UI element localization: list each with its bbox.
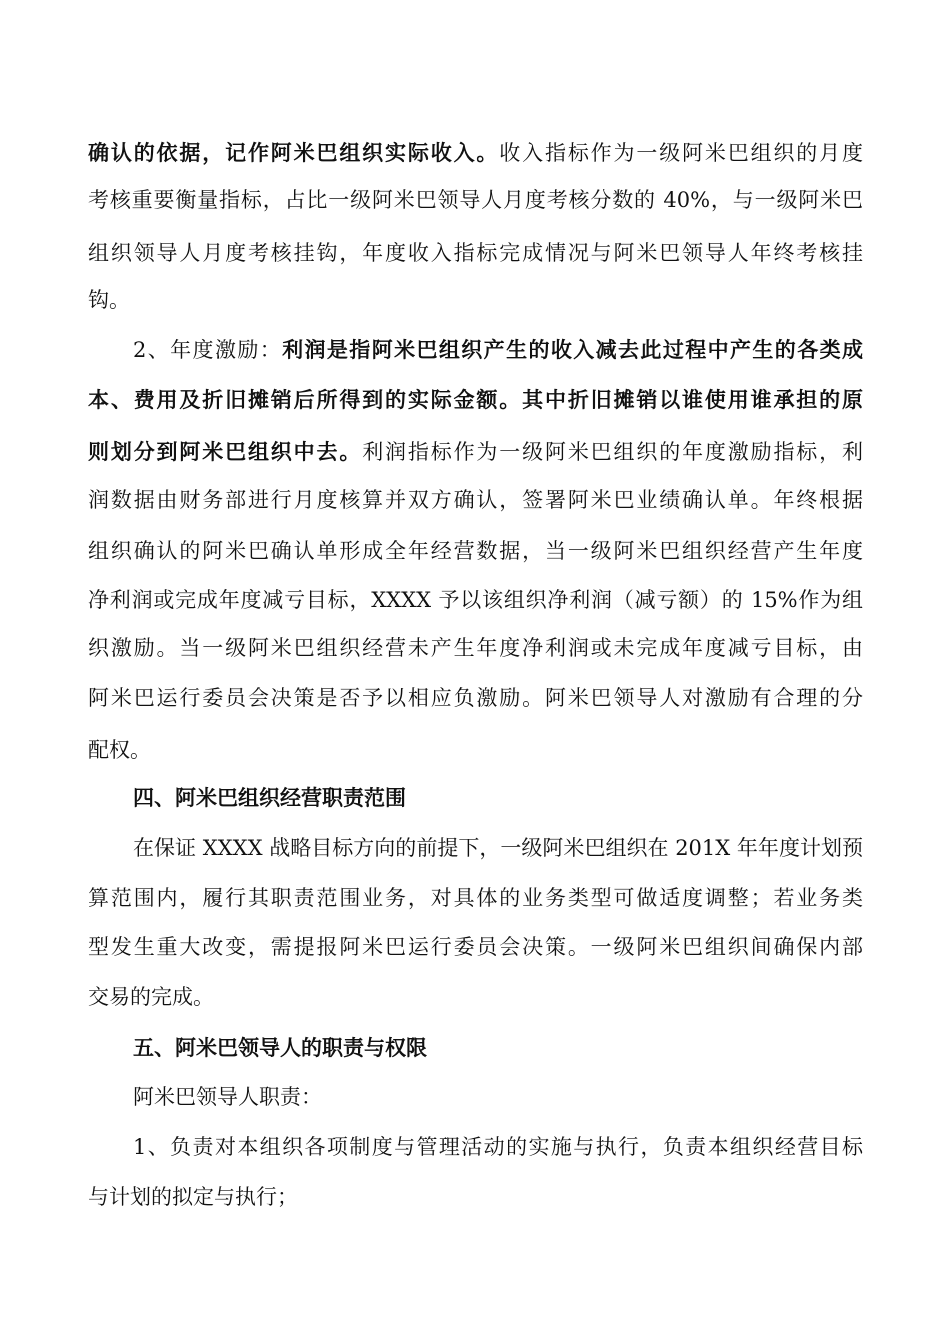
paragraph-line [133,833,863,863]
body-text: 配权。 [88,738,151,762]
paragraph-line [88,1182,863,1212]
paragraph-line [133,1082,863,1112]
paragraph-line [88,982,863,1012]
bold-text: 利润是指阿米巴组织产生的收入减去此过程中产生的各类成 [282,337,863,362]
paragraph-line [133,335,863,365]
body-text: 组织确认的阿米巴确认单形成全年经营数据，当一级阿米巴组织经营产生年度 [88,539,863,563]
body-text: 收入指标作为一级阿米巴组织的月度 [499,141,864,165]
body-text: 交易的完成。 [88,985,214,1009]
body-text: 1、负责对本组织各项制度与管理活动的实施与执行，负责本组织经营目标 [133,1135,863,1159]
body-text: 考核重要衡量指标，占比一级阿米巴领导人月度考核分数的 40%，与一级阿米巴 [88,188,863,212]
body-text: 阿米巴领导人职责： [133,1085,322,1109]
body-text: 净利润或完成年度减亏目标，XXXX 予以该组织净利润（减亏额）的 15%作为组 [88,588,863,612]
paragraph-line [133,1132,863,1162]
paragraph-line [88,138,863,168]
paragraph-line [88,485,863,515]
body-text: 算范围内，履行其职责范围业务，对具体的业务类型可做适度调整；若业务类 [88,886,863,910]
section-heading [133,783,863,813]
paragraph-line [88,883,863,913]
paragraph-line [88,437,863,467]
body-text: 钩。 [88,288,130,312]
paragraph-line [88,585,863,615]
paragraph-line [88,683,863,713]
bold-text: 确认的依据，记作阿米巴组织实际收入。 [88,140,500,165]
paragraph-line [88,536,863,566]
paragraph-line [88,385,863,415]
paragraph-line [88,238,863,268]
body-text: 润数据由财务部进行月度核算并双方确认，签署阿米巴业绩确认单。年终根据 [88,488,863,512]
heading-text: 五、阿米巴领导人的职责与权限 [133,1035,427,1060]
bold-text: 则划分到阿米巴组织中去。 [88,439,363,464]
heading-text: 四、阿米巴组织经营职责范围 [133,785,406,810]
paragraph-line [88,735,863,765]
section-heading [133,1033,863,1063]
body-text: 2、年度激励： [133,338,283,362]
body-text: 型发生重大改变，需提报阿米巴运行委员会决策。一级阿米巴组织间确保内部 [88,935,863,959]
body-text: 织激励。当一级阿米巴组织经营未产生年度净利润或未完成年度减亏目标，由 [88,636,863,660]
bold-text: 本、费用及折旧摊销后所得到的实际金额。其中折旧摊销以谁使用谁承担的原 [88,387,863,412]
paragraph-line [88,633,863,663]
body-text: 在保证 XXXX 战略目标方向的前提下，一级阿米巴组织在 201X 年年度计划预 [133,836,863,860]
paragraph-line [88,285,863,315]
body-text: 利润指标作为一级阿米巴组织的年度激励指标，利 [362,440,864,464]
body-text: 与计划的拟定与执行； [88,1185,298,1209]
paragraph-line [88,185,863,215]
paragraph-line [88,932,863,962]
body-text: 组织领导人月度考核挂钩，年度收入指标完成情况与阿米巴领导人年终考核挂 [88,241,863,265]
body-text: 阿米巴运行委员会决策是否予以相应负激励。阿米巴领导人对激励有合理的分 [88,686,863,710]
